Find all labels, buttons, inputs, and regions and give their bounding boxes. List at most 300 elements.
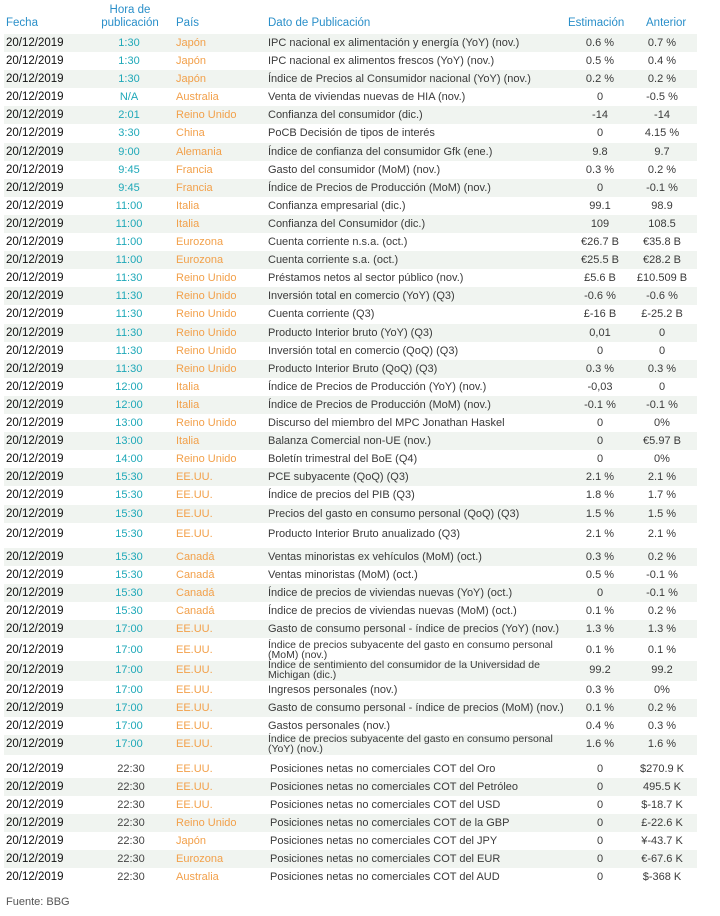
table-row	[4, 378, 697, 396]
row-anterior: €35.8 B	[643, 236, 681, 248]
row-estimacion: 0	[596, 587, 604, 599]
row-anterior: -0.1 %	[646, 569, 678, 581]
row-anterior: €5.97 B	[643, 435, 681, 447]
row-country: EE.UU.	[176, 623, 213, 635]
row-estimacion: -0.1 %	[584, 399, 616, 411]
row-estimacion: €26.7 B	[581, 236, 619, 248]
table-row	[4, 342, 697, 360]
row-estimacion: 1.5 %	[585, 508, 615, 520]
row-country: EE.UU.	[176, 644, 213, 656]
row-anterior: 0%	[654, 453, 670, 465]
row-country: Japón	[176, 37, 206, 49]
row-date: 20/12/2019	[6, 218, 64, 230]
row-country: Italia	[176, 399, 200, 411]
row-date: 20/12/2019	[6, 109, 64, 121]
row-country: Japón	[176, 73, 206, 85]
row-time: 15:30	[115, 508, 143, 520]
row-time: 3:30	[118, 127, 140, 139]
row-event: Venta de viviendas nuevas de HIA (nov.)	[268, 91, 466, 103]
row-estimacion: 0	[596, 182, 604, 194]
row-date: 20/12/2019	[6, 91, 64, 103]
row-country: EE.UU.	[176, 664, 213, 676]
row-country: Italia	[176, 218, 200, 230]
row-anterior: 0%	[654, 417, 670, 429]
row-anterior: $-18.7 K	[641, 799, 683, 811]
row-country: Reino Unido	[176, 327, 237, 339]
row-date: 20/12/2019	[6, 164, 64, 176]
row-date: 20/12/2019	[6, 127, 64, 139]
row-event: Posiciones netas no comerciales COT del USD	[270, 799, 501, 811]
row-estimacion: 0.3 %	[585, 164, 615, 176]
row-estimacion: -0,03	[587, 381, 613, 393]
row-estimacion: 0.4 %	[585, 720, 615, 732]
row-event: Índice de precios del PIB (Q3)	[268, 489, 415, 501]
row-event: Préstamos netos al sector público (nov.)	[268, 272, 464, 284]
table-row	[4, 34, 697, 52]
table-row	[4, 735, 697, 755]
table-row	[4, 486, 697, 504]
table-row	[4, 699, 697, 717]
row-time: 9:45	[118, 182, 140, 194]
row-time: 17:00	[115, 623, 143, 635]
row-event: Ventas minoristas ex vehículos (MoM) (oct.)	[268, 551, 482, 563]
row-date: 20/12/2019	[6, 399, 64, 411]
row-time: 15:30	[115, 489, 143, 501]
header-pais: País	[176, 17, 200, 29]
row-date: 20/12/2019	[6, 435, 64, 447]
row-time: 22:30	[117, 835, 145, 847]
row-event: Posiciones netas no comerciales COT del EUR	[270, 853, 501, 865]
row-event: Boletín trimestral del BoE (Q4)	[268, 453, 418, 465]
row-anterior: ¥-43.7 K	[641, 835, 683, 847]
row-country: EE.UU.	[176, 763, 213, 775]
row-anterior: £-25.2 B	[641, 308, 683, 320]
table-row	[4, 760, 697, 778]
row-estimacion: 0.3 %	[585, 551, 615, 563]
row-time: 17:00	[115, 738, 143, 750]
row-event: Inversión total en comercio (QoQ) (Q3)	[268, 345, 459, 357]
row-estimacion: 0.5 %	[585, 55, 615, 67]
row-time: N/A	[119, 91, 139, 103]
row-event: Índice de precios subyacente del gasto en consumo personal (YoY) (nov.)	[268, 733, 553, 755]
row-anterior: 0.7 %	[647, 37, 677, 49]
row-anterior: 4.15 %	[644, 127, 680, 139]
row-event: Confianza empresarial (dic.)	[268, 200, 406, 212]
row-date: 20/12/2019	[6, 644, 64, 656]
row-country: EE.UU.	[176, 738, 213, 750]
row-anterior: $270.9 K	[639, 763, 685, 775]
table-row	[4, 88, 697, 106]
row-event: Gastos personales (nov.)	[268, 720, 391, 732]
table-row	[4, 620, 697, 638]
row-time: 11:30	[115, 363, 143, 375]
row-date: 20/12/2019	[6, 308, 64, 320]
row-event: Precios del gasto en consumo personal (QoQ) (Q3)	[268, 508, 520, 520]
row-event: PoCB Decisión de tipos de interés	[268, 127, 435, 139]
row-estimacion: 1.6 %	[585, 738, 615, 750]
row-date: 20/12/2019	[6, 605, 64, 617]
row-anterior: -0.1 %	[646, 587, 678, 599]
row-anterior: 0	[658, 381, 666, 393]
table-row	[4, 661, 697, 681]
table-header	[0, 0, 720, 34]
row-country: Japón	[176, 835, 206, 847]
row-anterior: 0.3 %	[647, 720, 677, 732]
row-anterior: 9.7	[654, 146, 670, 158]
row-time: 11:00	[115, 254, 143, 266]
row-time: 22:30	[117, 799, 145, 811]
row-anterior: 0.3 %	[647, 363, 677, 375]
row-anterior: 0	[658, 327, 666, 339]
row-country: EE.UU.	[176, 471, 213, 483]
table-row	[4, 566, 697, 584]
row-event: Índice de Precios al Consumidor nacional (YoY) (nov.)	[268, 73, 531, 85]
table-row	[4, 396, 697, 414]
table-row	[4, 868, 697, 886]
row-country: Francia	[176, 182, 213, 194]
table-row	[4, 641, 697, 661]
table-row	[4, 450, 697, 468]
table-row	[4, 106, 697, 124]
table-row	[4, 251, 697, 269]
row-anterior: 1.3 %	[647, 623, 677, 635]
row-time: 22:30	[117, 817, 145, 829]
row-estimacion: 109	[590, 218, 610, 230]
row-event: Ingresos personales (nov.)	[268, 684, 398, 696]
row-time: 15:30	[115, 605, 143, 617]
row-anterior: 0%	[654, 684, 670, 696]
row-anterior: 108.5	[648, 218, 676, 230]
row-anterior: -0.6 %	[646, 290, 678, 302]
table-row	[4, 70, 697, 88]
row-time: 15:30	[115, 471, 143, 483]
row-country: Reino Unido	[176, 109, 237, 121]
row-anterior: 1.5 %	[647, 508, 677, 520]
row-country: Reino Unido	[176, 453, 237, 465]
table-row	[4, 814, 697, 832]
row-estimacion: 0	[596, 871, 604, 883]
table-row	[4, 52, 697, 70]
header-estimacion: Estimación	[568, 17, 625, 29]
row-country: EE.UU.	[176, 702, 213, 714]
row-estimacion: 1.3 %	[585, 623, 615, 635]
row-estimacion: 0.6 %	[585, 37, 615, 49]
row-country: Reino Unido	[176, 308, 237, 320]
row-estimacion: 0	[596, 127, 604, 139]
table-row	[4, 143, 697, 161]
row-anterior: -0.1 %	[646, 399, 678, 411]
row-date: 20/12/2019	[6, 853, 64, 865]
table-row	[4, 269, 697, 287]
row-country: Italia	[176, 381, 200, 393]
row-date: 20/12/2019	[6, 664, 64, 676]
row-country: Eurozona	[176, 254, 224, 266]
row-anterior: €28.2 B	[643, 254, 681, 266]
row-country: Reino Unido	[176, 290, 237, 302]
row-time: 11:00	[115, 218, 143, 230]
row-event: Balanza Comercial non-UE (nov.)	[268, 435, 432, 447]
table-row	[4, 468, 697, 486]
table-row	[4, 548, 697, 566]
row-event: Posiciones netas no comerciales COT del Petróleo	[270, 781, 519, 793]
row-estimacion: 0.3 %	[585, 684, 615, 696]
row-date: 20/12/2019	[6, 781, 64, 793]
row-estimacion: 0	[596, 345, 604, 357]
row-estimacion: 0.1 %	[585, 702, 615, 714]
row-time: 22:30	[117, 781, 145, 793]
row-country: Australia	[176, 871, 219, 883]
row-estimacion: 0.1 %	[585, 644, 615, 656]
row-anterior: 99.2	[651, 664, 673, 676]
row-date: 20/12/2019	[6, 835, 64, 847]
row-date: 20/12/2019	[6, 272, 64, 284]
row-time: 9:00	[118, 146, 140, 158]
row-country: EE.UU.	[176, 528, 213, 540]
row-country: Canadá	[176, 551, 215, 563]
table-row	[4, 324, 697, 342]
row-time: 11:30	[115, 272, 143, 284]
row-date: 20/12/2019	[6, 623, 64, 635]
row-date: 20/12/2019	[6, 551, 64, 563]
row-time: 1:30	[118, 55, 140, 67]
row-time: 13:00	[115, 435, 143, 447]
row-date: 20/12/2019	[6, 871, 64, 883]
row-event: PCE subyacente (QoQ) (Q3)	[268, 471, 409, 483]
row-anterior: -0.5 %	[646, 91, 678, 103]
row-estimacion: £-16 B	[583, 308, 617, 320]
row-estimacion: 2.1 %	[585, 471, 615, 483]
row-date: 20/12/2019	[6, 799, 64, 811]
row-estimacion: 1.8 %	[585, 489, 615, 501]
row-event: IPC nacional ex alimentación y energía (YoY) (nov.)	[268, 37, 520, 49]
row-event: Posiciones netas no comerciales COT del AUD	[270, 871, 500, 883]
header-hora-line2: publicación	[101, 17, 159, 29]
row-event: Producto Interior bruto (YoY) (Q3)	[268, 327, 433, 339]
row-time: 15:30	[115, 528, 143, 540]
table-row	[4, 602, 697, 620]
row-event: Índice de precios subyacente del gasto en consumo personal (MoM) (nov.)	[268, 639, 553, 661]
row-country: Reino Unido	[176, 817, 237, 829]
row-time: 22:30	[117, 853, 145, 865]
table-row	[4, 124, 697, 142]
row-time: 11:30	[115, 308, 143, 320]
row-time: 12:00	[115, 399, 143, 411]
row-time: 15:30	[115, 551, 143, 563]
row-time: 15:30	[115, 587, 143, 599]
row-anterior: 1.7 %	[647, 489, 677, 501]
row-date: 20/12/2019	[6, 200, 64, 212]
row-estimacion: 0,01	[589, 327, 611, 339]
row-country: Francia	[176, 164, 213, 176]
row-time: 2:01	[118, 109, 140, 121]
row-country: EE.UU.	[176, 799, 213, 811]
row-event: Discurso del miembro del MPC Jonathan Haskel	[268, 417, 505, 429]
row-time: 22:30	[117, 763, 145, 775]
row-date: 20/12/2019	[6, 817, 64, 829]
row-anterior: 0.2 %	[647, 702, 677, 714]
row-country: Alemania	[176, 146, 222, 158]
row-estimacion: 0.3 %	[585, 363, 615, 375]
row-estimacion: 9.8	[592, 146, 608, 158]
row-time: 11:30	[115, 290, 143, 302]
row-date: 20/12/2019	[6, 327, 64, 339]
table-row	[4, 832, 697, 850]
row-country: Japón	[176, 55, 206, 67]
table-row	[4, 233, 697, 251]
row-anterior: -0.1 %	[646, 182, 678, 194]
row-country: Reino Unido	[176, 363, 237, 375]
row-country: Canadá	[176, 569, 215, 581]
row-time: 22:30	[117, 871, 145, 883]
row-country: Italia	[176, 200, 200, 212]
row-anterior: 0.1 %	[647, 644, 677, 656]
row-time: 14:00	[115, 453, 143, 465]
row-estimacion: 0	[596, 853, 604, 865]
row-estimacion: 0	[596, 417, 604, 429]
row-event: Cuenta corriente (Q3)	[268, 308, 375, 320]
table-row	[4, 432, 697, 450]
row-anterior: 98.9	[651, 200, 673, 212]
row-anterior: 495.5 K	[643, 781, 681, 793]
row-event: Índice de sentimiento del consumidor de la Universidad de Michigan (dic.)	[268, 659, 540, 681]
row-time: 17:00	[115, 664, 143, 676]
row-date: 20/12/2019	[6, 587, 64, 599]
row-event: Cuenta corriente n.s.a. (oct.)	[268, 236, 408, 248]
row-estimacion: -14	[592, 109, 608, 121]
table-row	[4, 778, 697, 796]
row-date: 20/12/2019	[6, 345, 64, 357]
table-row	[4, 179, 697, 197]
row-event: Posiciones netas no comerciales COT del JPY	[270, 835, 498, 847]
row-estimacion: 0	[596, 91, 604, 103]
row-estimacion: 99.2	[589, 664, 611, 676]
row-time: 15:30	[115, 569, 143, 581]
row-anterior: 1.6 %	[647, 738, 677, 750]
row-date: 20/12/2019	[6, 489, 64, 501]
row-time: 11:30	[115, 327, 143, 339]
row-anterior: 0.2 %	[647, 73, 677, 85]
row-country: EE.UU.	[176, 781, 213, 793]
row-date: 20/12/2019	[6, 684, 64, 696]
row-time: 1:30	[118, 73, 140, 85]
row-estimacion: 0	[596, 435, 604, 447]
row-country: Italia	[176, 435, 200, 447]
row-date: 20/12/2019	[6, 363, 64, 375]
row-country: Canadá	[176, 587, 215, 599]
table-row	[4, 305, 697, 323]
row-event: Índice de Precios de Producción (YoY) (nov.)	[268, 381, 487, 393]
row-date: 20/12/2019	[6, 471, 64, 483]
table-row	[4, 505, 697, 523]
row-event: Índice de Precios de Producción (MoM) (nov.)	[268, 399, 491, 411]
header-fecha: Fecha	[6, 17, 38, 29]
table-row	[4, 525, 697, 543]
row-country: EE.UU.	[176, 508, 213, 520]
row-anterior: 0	[658, 345, 666, 357]
row-date: 20/12/2019	[6, 569, 64, 581]
table-row	[4, 584, 697, 602]
row-estimacion: 0	[596, 763, 604, 775]
row-anterior: 2.1 %	[647, 471, 677, 483]
source-note: Fuente: BBG	[6, 896, 70, 908]
row-estimacion: 0.2 %	[585, 73, 615, 85]
row-estimacion: £5.6 B	[584, 272, 616, 284]
row-date: 20/12/2019	[6, 236, 64, 248]
row-date: 20/12/2019	[6, 508, 64, 520]
row-date: 20/12/2019	[6, 738, 64, 750]
row-time: 1:30	[118, 37, 140, 49]
row-estimacion: 0	[596, 781, 604, 793]
row-anterior: €-67.6 K	[641, 853, 683, 865]
row-event: Ventas minoristas (MoM) (oct.)	[268, 569, 418, 581]
row-date: 20/12/2019	[6, 702, 64, 714]
row-time: 17:00	[115, 720, 143, 732]
row-date: 20/12/2019	[6, 37, 64, 49]
row-country: Eurozona	[176, 853, 224, 865]
row-country: EE.UU.	[176, 489, 213, 501]
row-estimacion: 0	[596, 817, 604, 829]
row-anterior: 0.2 %	[647, 164, 677, 176]
row-event: Gasto de consumo personal - índice de precios (MoM) (nov.)	[268, 702, 564, 714]
row-anterior: £-22.6 K	[641, 817, 683, 829]
row-date: 20/12/2019	[6, 182, 64, 194]
row-time: 13:00	[115, 417, 143, 429]
row-event: Cuenta corriente s.a. (oct.)	[268, 254, 399, 266]
row-estimacion: €25.5 B	[581, 254, 619, 266]
row-estimacion: 0	[596, 453, 604, 465]
row-time: 11:00	[115, 200, 143, 212]
row-event: IPC nacional ex alimentos frescos (YoY) (nov.)	[268, 55, 495, 67]
row-date: 20/12/2019	[6, 381, 64, 393]
row-date: 20/12/2019	[6, 73, 64, 85]
row-event: Gasto de consumo personal - índice de precios (YoY) (nov.)	[268, 623, 560, 635]
header-hora	[92, 4, 168, 30]
row-event: Índice de precios de viviendas nuevas (YoY) (oct.)	[268, 587, 513, 599]
row-date: 20/12/2019	[6, 146, 64, 158]
row-date: 20/12/2019	[6, 763, 64, 775]
table-row	[4, 681, 697, 699]
row-country: China	[176, 127, 205, 139]
row-country: Reino Unido	[176, 417, 237, 429]
row-time: 11:30	[115, 345, 143, 357]
row-event: Producto Interior Bruto (QoQ) (Q3)	[268, 363, 438, 375]
table-row	[4, 850, 697, 868]
row-country: Australia	[176, 91, 219, 103]
row-country: Canadá	[176, 605, 215, 617]
row-time: 17:00	[115, 644, 143, 656]
row-event: Posiciones netas no comerciales COT de la GBP	[270, 817, 510, 829]
table-row	[4, 197, 697, 215]
row-date: 20/12/2019	[6, 720, 64, 732]
row-estimacion: 0.1 %	[585, 605, 615, 617]
row-estimacion: 2.1 %	[585, 528, 615, 540]
row-country: Reino Unido	[176, 272, 237, 284]
row-estimacion: 99.1	[589, 200, 611, 212]
table-row	[4, 161, 697, 179]
row-estimacion: 0	[596, 799, 604, 811]
table-row	[4, 414, 697, 432]
row-event: Confianza del Consumidor (dic.)	[268, 218, 426, 230]
row-event: Índice de confianza del consumidor Gfk (ene.)	[268, 146, 493, 158]
row-anterior: 2.1 %	[647, 528, 677, 540]
row-time: 17:00	[115, 684, 143, 696]
row-estimacion: -0.6 %	[584, 290, 616, 302]
row-country: Reino Unido	[176, 345, 237, 357]
row-anterior: 0.4 %	[647, 55, 677, 67]
row-event: Inversión total en comercio (YoY) (Q3)	[268, 290, 455, 302]
row-date: 20/12/2019	[6, 254, 64, 266]
row-event: Índice de precios de viviendas nuevas (MoM) (oct.)	[268, 605, 517, 617]
